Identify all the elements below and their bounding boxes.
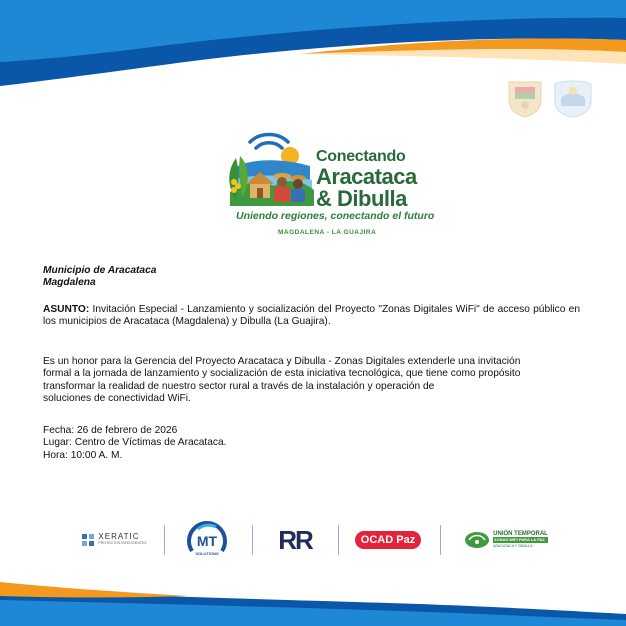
- recipient-municipality: Municipio de Aracataca: [43, 265, 157, 276]
- project-logo: [222, 128, 435, 242]
- body-line-3: transformar la realidad de nuestro sector rural a través de la instalación y operación de: [43, 380, 435, 392]
- xeratic-mark-icon: [81, 533, 95, 547]
- xeratic-tagline: PROYECTOS INTELIGENTES: [98, 541, 147, 545]
- logo-title-line3: & Dibulla: [316, 186, 407, 211]
- logo-title-line2: Aracataca: [316, 164, 417, 189]
- logo-region: MAGDALENA - LA GUAJIRA: [278, 229, 377, 236]
- union-temporal-line2: ZONAS WIFI PARA LA PAZ: [493, 537, 548, 543]
- sponsor-union-temporal-logo: [452, 515, 560, 565]
- xeratic-name: XERATIC: [98, 532, 140, 541]
- event-place: Lugar: Centro de Víctimas de Aracataca.: [43, 437, 227, 449]
- union-temporal-line3: ARACATACA Y DIBULLA: [493, 544, 533, 548]
- subject-text: Invitación Especial - Lanzamiento y socialización del Proyecto "Zonas Digitales WiFi" de acceso público en los municipios de Aracataca (Magdalena) y Dibulla (La Guajira).: [43, 304, 580, 328]
- sponsor-logos: [70, 515, 560, 565]
- union-temporal-line1: UNIÓN TEMPORAL: [493, 531, 548, 537]
- body-line-1: Es un honor para la Gerencia del Proyecto Aracataca y Dibulla - Zonas Digitales extenderle una invitación: [43, 356, 521, 367]
- sponsor-divider: [164, 525, 165, 555]
- rr-name: RR: [278, 524, 312, 555]
- sponsor-xeratic-logo: [76, 515, 152, 565]
- ocad-name: OCAD Paz: [355, 531, 421, 549]
- event-date: Fecha: 26 de febrero de 2026: [43, 425, 178, 436]
- sponsor-rr-logo: [266, 515, 324, 565]
- body-line-4: soluciones de conectividad WiFi.: [43, 392, 191, 404]
- sponsor-divider: [252, 525, 253, 555]
- mt-sub: SOLUTIONS: [195, 551, 219, 556]
- logo-title-line1: Conectando: [316, 148, 406, 165]
- logo-illustration: [222, 128, 317, 210]
- sponsor-divider: [338, 525, 339, 555]
- body-paragraph: [43, 356, 580, 405]
- subject-label: ASUNTO:: [43, 304, 90, 315]
- union-temporal-mark-icon: [464, 530, 490, 550]
- sponsor-divider: [440, 525, 441, 555]
- sponsor-mt-logo: [176, 515, 238, 565]
- event-time: Hora: 10:00 A. M.: [43, 449, 123, 461]
- logo-slogan: Uniendo regiones, conectando el futuro: [236, 210, 435, 222]
- mt-ring-icon: [184, 517, 230, 563]
- event-details: [43, 425, 580, 462]
- subject-paragraph: [43, 304, 580, 329]
- sponsor-ocad-logo: [350, 515, 426, 565]
- recipient-block: [43, 265, 580, 290]
- municipal-crests: [503, 78, 599, 118]
- recipient-department: Magdalena: [43, 277, 96, 289]
- mt-name: MT: [196, 533, 218, 549]
- body-line-2: formal a la jornada de lanzamiento y socialización de esta iniciativa tecnológica, que tiene como propósito: [43, 368, 521, 380]
